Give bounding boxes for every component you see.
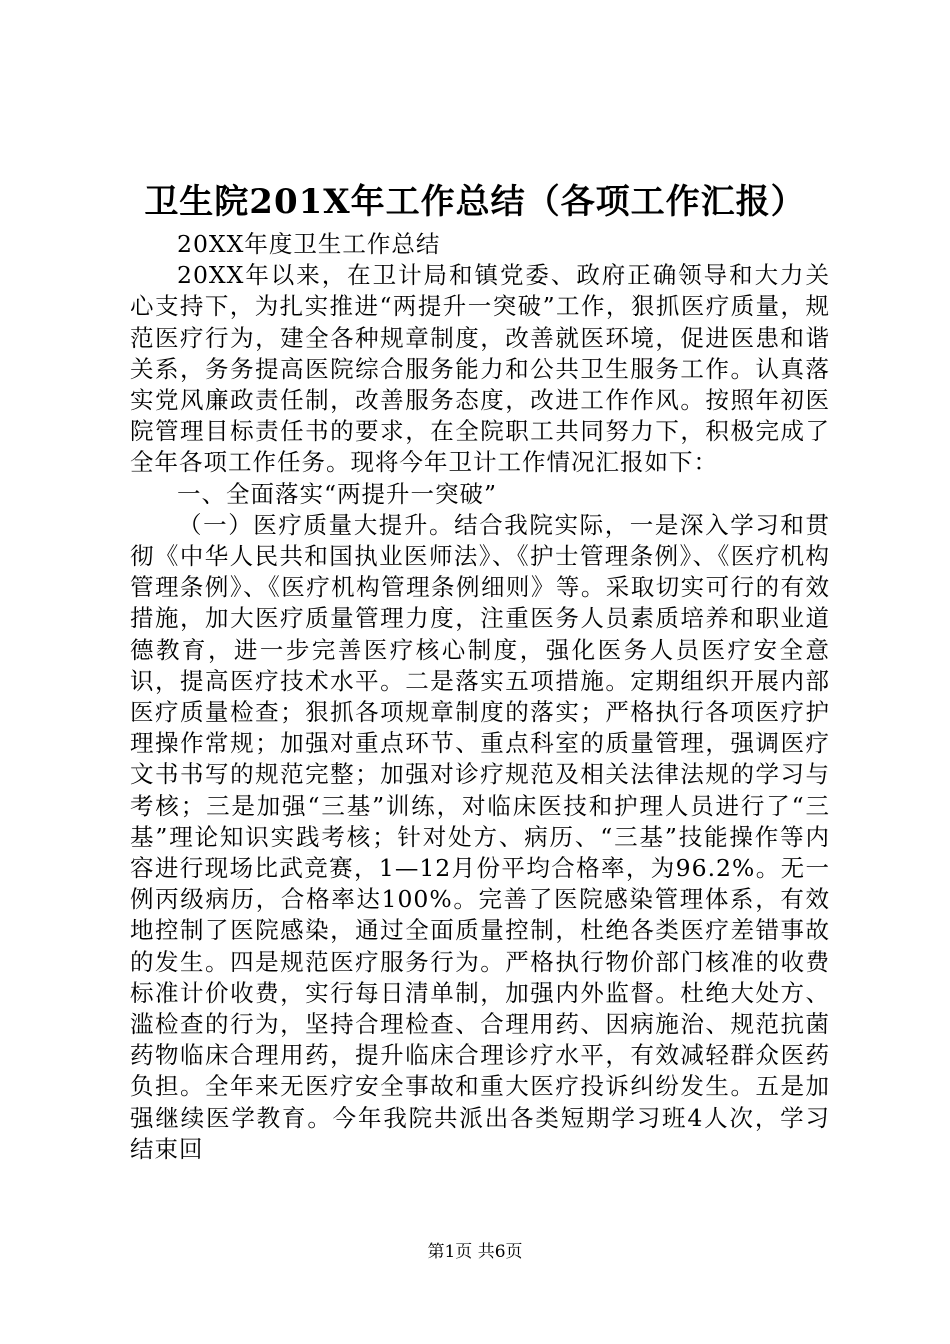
section-heading: 一、全面落实“两提升一突破” xyxy=(177,479,498,508)
paragraph-medical-quality: （一）医疗质量大提升。结合我院实际，一是深入学习和贯彻《中华人民共和国执业医师法》、《护士管理条例》、《医疗机构管理条例》、《医疗机构管理条例细则》等。采取切实可行的有效措施，加大医疗质量管理力度，注重医务人员素质培养和职业道德教育，进一步完善医疗核心制度，强化医务人员医疗安全意识，提高医疗技术水平。二是落实五项措施。定期组织开展内部医疗质量检查；狠抓各项规章制度的落实；严格执行各项医疗护理操作常规；加强对重点环节、重点科室的质量管理，强调医疗文书书写的规范完整；加强对诊疗规范及相关法律法规的学习与考核；三是加强“三基”训练，对临床医技和护理人员进行了“三基”理论知识实践考核；针对处方、病历、“三基”技能操作等内容进行现场比武竞赛，1—12月份平均合格率，为96.2%。无一例丙级病历，合格率达100%。完善了医院感染管理体系，有效地控制了医院感染，通过全面质量控制，杜绝各类医疗差错事故的发生。四是规范医疗服务行为。严格执行物价部门核准的收费标准计价收费，实行每日清单制，加强内外监督。杜绝大处方、滥检查的行为，坚持合理检查、合理用药、因病施治、规范抗菌药物临床合理用药，提升临床合理诊疗水平，有效减轻群众医药负担。全年来无医疗安全事故和重大医疗投诉纠纷发生。五是加强继续医学教育。今年我院共派出各类短期学习班4人次，学习结束回 xyxy=(130,510,830,1163)
paragraph-intro: 20XX年以来，在卫计局和镇党委、政府正确领导和大力关心支持下，为扎实推进“两提升一突破”工作，狠抓医疗质量，规范医疗行为，建全各种规章制度，改善就医环境，促进医患和谐关系，务务提高医院综合服务能力和公共卫生服务工作。认真落实党风廉政责任制，改善服务态度，改进工作作风。按照年初医院管理目标责任书的要求，在全院职工共同努力下，积极完成了全年各项工作任务。现将今年卫计工作情况汇报如下： xyxy=(130,261,830,477)
document-subtitle: 20XX年度卫生工作总结 xyxy=(177,230,441,258)
document-title: 卫生院201X年工作总结（各项工作汇报） xyxy=(144,182,806,222)
page-footer: 第1页 共6页 xyxy=(427,1242,523,1262)
document-body xyxy=(130,229,830,1165)
